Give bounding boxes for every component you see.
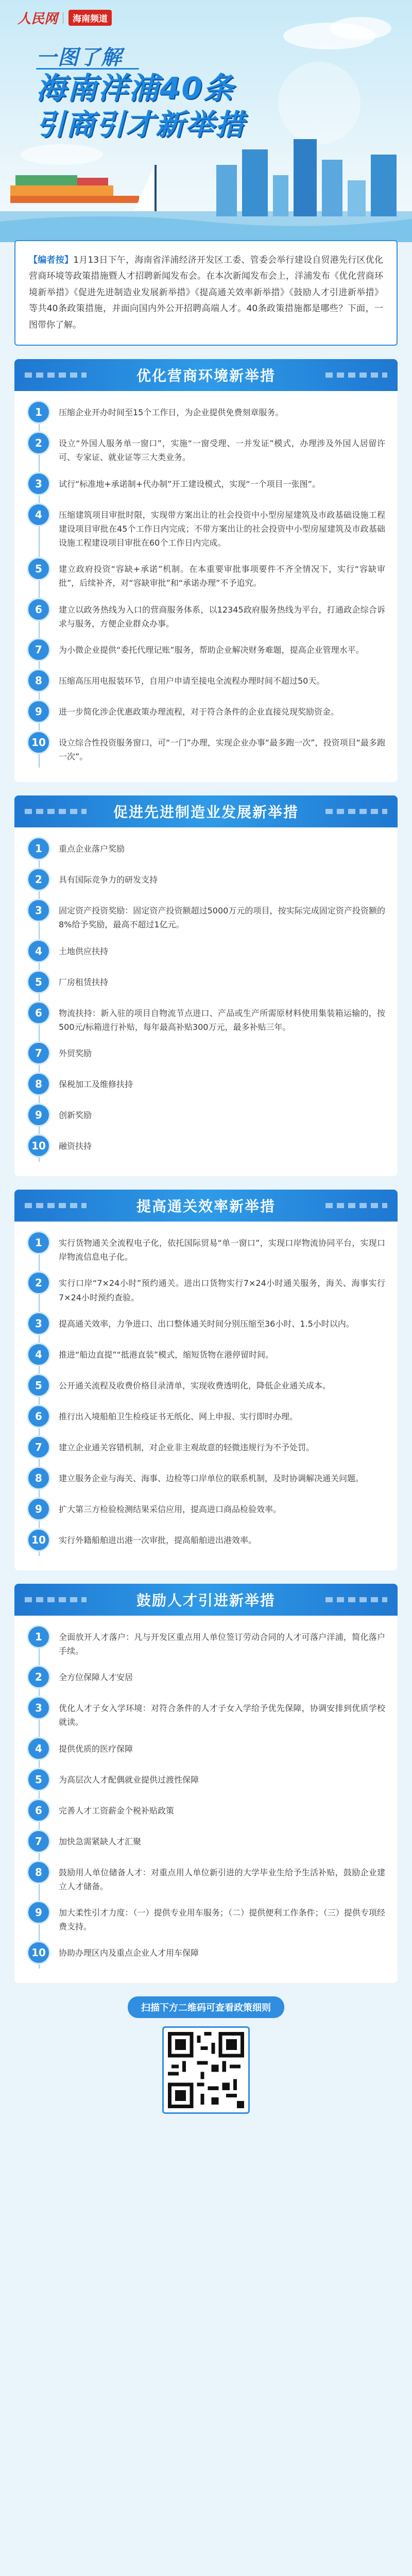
policy-item <box>27 1737 385 1760</box>
item-text: 创新奖励 <box>59 1110 92 1120</box>
qr-code-icon <box>168 2032 244 2108</box>
item-number-badge: 10 <box>27 1134 50 1158</box>
policy-item <box>27 970 385 994</box>
item-text: 加快急需紧缺人才汇聚 <box>59 1836 142 1846</box>
item-number-badge: 2 <box>27 868 50 891</box>
item-text: 压缩高压用电报装环节，自用户申请至接电全流程办理时间不超过50天。 <box>59 675 325 686</box>
item-number-badge: 4 <box>27 503 50 527</box>
item-text: 协助办理区内及重点企业人才用车保障 <box>59 1948 199 1958</box>
policy-section <box>14 359 398 782</box>
item-number-badge: 8 <box>27 1466 50 1490</box>
item-number-badge: 6 <box>27 598 50 621</box>
item-number-badge: 1 <box>27 1231 50 1255</box>
item-text: 实行货物通关全流程电子化，依托国际贸易“单一窗口”，实现口岸物流协同平台，实现口岸物流信息电子化。 <box>59 1238 385 1262</box>
item-text: 鼓励用人单位储备人才：对重点用人单位新引进的大学毕业生给予生活补贴，鼓励企业建立人才储备。 <box>59 1867 385 1891</box>
item-number-badge: 8 <box>27 669 50 692</box>
policy-item <box>27 1231 385 1264</box>
item-text: 土地供应扶持 <box>59 946 109 956</box>
item-text: 为高层次人才配偶就业提供过渡性保障 <box>59 1774 199 1785</box>
item-text: 扩大第三方检验检测结果采信应用，提高进口商品检验效率。 <box>59 1504 282 1514</box>
item-text: 固定资产投资奖励：固定资产投资额超过5000万元的项目，按实际完成固定资产投资额的8%给予奖励，最高不超过1亿元。 <box>59 906 385 930</box>
item-text: 全面放开人才落户：凡与开发区重点用人单位签订劳动合同的人才可落户洋浦，简化落户手续。 <box>59 1632 385 1656</box>
item-number-badge: 3 <box>27 899 50 922</box>
policy-item <box>27 1466 385 1490</box>
item-number-badge: 6 <box>27 1404 50 1428</box>
item-number-badge: 8 <box>27 1072 50 1096</box>
policy-item <box>27 1528 385 1552</box>
policy-item <box>27 1941 385 1964</box>
item-text: 加大柔性引才力度：（一）提供专业用车服务；（二）提供便利工作条件；（三）提供专项经费支持。 <box>59 1907 385 1932</box>
item-number-badge: 5 <box>27 1374 50 1397</box>
policy-section <box>14 1190 398 1570</box>
intro-body: 1月13日下午，海南省洋浦经济开发区工委、管委会举行建设自贸港先行区优化营商环境等政策措施暨人才招聘新闻发布会。在本次新闻发布会上，洋浦发布《优化营商环境新举措》《促进先进制造业发展新举措》《提高通关效率新举措》《鼓励人才引进新举措》等共40条政策措施，并面向国内外公开招聘高端人才。40条政策措施都是哪些？下面，一图带你了解。 <box>29 255 384 330</box>
item-text: 压缩企业开办时间至15个工作日，为企业提供免费刻章服务。 <box>59 408 284 418</box>
header-logo <box>18 8 112 27</box>
policy-item <box>27 700 385 723</box>
item-text: 推行出入境船舶卫生检疫证书无纸化、网上申报、实行即时办理。 <box>59 1411 298 1421</box>
item-text: 保税加工及维修扶持 <box>59 1079 133 1089</box>
item-number-badge: 9 <box>27 700 50 723</box>
intro-lead: 【编者按】 <box>29 255 74 265</box>
section-items <box>14 391 398 782</box>
item-number-badge: 6 <box>27 1001 50 1025</box>
policy-item <box>27 669 385 692</box>
policy-item <box>27 1768 385 1791</box>
policy-item <box>27 1799 385 1822</box>
item-number-badge: 5 <box>27 1768 50 1791</box>
policy-item <box>27 1829 385 1853</box>
section-items <box>14 1616 398 1984</box>
title-line-1: 一图了解 <box>36 46 123 70</box>
policy-item <box>27 431 385 464</box>
title-line-2: 海南洋浦40条 <box>36 71 234 106</box>
section-banner <box>14 795 398 827</box>
policy-item <box>27 1103 385 1127</box>
item-number-badge: 1 <box>27 837 50 860</box>
item-text: 建立服务企业与海关、海事、边检等口岸单位的联系机制，及时协调解决通关问题。 <box>59 1473 364 1483</box>
policy-item <box>27 503 385 550</box>
item-text: 优化人才子女入学环境：对符合条件的人才子女入学给予优先保障，协调安排到优质学校就读。 <box>59 1703 385 1727</box>
item-text: 建立政府投资“容缺+承诺”机制。在本重要审批事项要件不齐全情况下，实行“容缺审批”，后续补齐，对“容缺审批”和“承诺办理”不予追究。 <box>59 564 385 588</box>
policy-item <box>27 1696 385 1729</box>
policy-item <box>27 400 385 424</box>
policy-item <box>27 1497 385 1521</box>
item-text: 公开通关流程及收费价格目录清单，实现收费透明化，降低企业通关成本。 <box>59 1380 331 1391</box>
qr-code[interactable] <box>162 2026 250 2114</box>
item-text: 压缩建筑项目审批时限，实现带方案出让的社会投资中小型房屋建筑及市政基础设施工程建设项目审批在45个工作日内完成；不带方案出让的社会投资中小型房屋建筑及市政基础设施工程建设项目审批在60个工作日内完成。 <box>59 510 385 548</box>
section-items <box>14 827 398 1176</box>
item-number-badge: 7 <box>27 1829 50 1853</box>
policy-item <box>27 1435 385 1459</box>
item-number-badge: 8 <box>27 1860 50 1884</box>
item-text: 提高通关效率，力争进口、出口整体通关时间分别压缩至36小时、1.5小时以内。 <box>59 1318 354 1329</box>
section-banner <box>14 359 398 391</box>
item-number-badge: 2 <box>27 431 50 455</box>
policy-item <box>27 1665 385 1689</box>
policy-item <box>27 837 385 860</box>
item-number-badge: 5 <box>27 970 50 994</box>
item-text: 完善人才工资薪金个税补贴政策 <box>59 1805 175 1816</box>
item-number-badge: 4 <box>27 1343 50 1366</box>
item-number-badge: 9 <box>27 1497 50 1521</box>
policy-item <box>27 557 385 590</box>
item-number-badge: 3 <box>27 1312 50 1335</box>
item-text: 重点企业落户奖励 <box>59 844 125 854</box>
policy-section <box>14 1584 398 1984</box>
policy-item <box>27 899 385 931</box>
policy-item <box>27 1343 385 1366</box>
item-number-badge: 1 <box>27 400 50 424</box>
item-number-badge: 10 <box>27 731 50 754</box>
section-title: 鼓励人才引进新举措 <box>136 1591 276 1609</box>
item-number-badge: 2 <box>27 1665 50 1689</box>
policy-item <box>27 1271 385 1304</box>
item-number-badge: 4 <box>27 939 50 963</box>
item-text: 融资扶持 <box>59 1141 92 1151</box>
item-number-badge: 7 <box>27 1041 50 1065</box>
policy-item <box>27 868 385 891</box>
qr-caption: 扫描下方二维码可查看政策细则 <box>128 1996 284 2018</box>
item-text: 厂房租赁扶持 <box>59 977 109 987</box>
header <box>0 0 412 242</box>
policy-item <box>27 1860 385 1893</box>
section-title: 提高通关效率新举措 <box>136 1198 276 1215</box>
item-text: 推进“船边直提”“抵港直装”模式，缩短货物在港停留时间。 <box>59 1349 274 1360</box>
item-text: 进一步简化涉企优惠政策办理流程，对于符合条件的企业直接兑现奖励资金。 <box>59 706 339 717</box>
item-number-badge: 4 <box>27 1737 50 1760</box>
policy-item <box>27 472 385 496</box>
policy-item <box>27 1374 385 1397</box>
item-number-badge: 10 <box>27 1528 50 1552</box>
item-text: 外贸奖励 <box>59 1048 92 1058</box>
policy-sections <box>0 359 412 1983</box>
policy-section <box>14 795 398 1176</box>
policy-item <box>27 1041 385 1065</box>
policy-item <box>27 939 385 963</box>
section-title: 促进先进制造业发展新举措 <box>113 804 299 821</box>
item-number-badge: 9 <box>27 1901 50 1924</box>
item-text: 设立“外国人服务单一窗口”，实施“一窗受理、一并发证”模式，办理涉及外国人居留许可、专家证、就业证等三大类业务。 <box>59 438 385 463</box>
item-text: 建立以政务热线为入口的营商服务体系，以12345政府服务热线为平台，打通政企综合诉求与服务，方便企业群众办事。 <box>59 604 385 629</box>
policy-item <box>27 1404 385 1428</box>
section-title: 优化营商环境新举措 <box>136 367 276 385</box>
city-skyline-illustration <box>0 134 412 242</box>
item-text: 建立企业通关容错机制，对企业非主观故意的轻微违规行为不予处罚。 <box>59 1442 315 1452</box>
item-text: 提供优质的医疗保障 <box>59 1743 133 1754</box>
channel-badge: 海南频道 <box>68 10 112 26</box>
policy-item <box>27 638 385 662</box>
item-number-badge: 10 <box>27 1941 50 1964</box>
item-number-badge: 5 <box>27 557 50 581</box>
item-number-badge: 6 <box>27 1799 50 1822</box>
qr-block <box>14 1996 398 2114</box>
section-items <box>14 1222 398 1570</box>
section-banner <box>14 1584 398 1616</box>
item-number-badge: 3 <box>27 472 50 496</box>
policy-item <box>27 1072 385 1096</box>
item-number-badge: 7 <box>27 1435 50 1459</box>
item-number-badge: 1 <box>27 1625 50 1649</box>
item-number-badge: 7 <box>27 638 50 662</box>
policy-item <box>27 1901 385 1934</box>
policy-item <box>27 731 385 764</box>
item-text: 设立综合性投资服务窗口，可“一门”办理，实现企业办事“最多跑一次”，投资项目“最多跑一次”。 <box>59 737 385 762</box>
item-text: 全方位保障人才安居 <box>59 1672 133 1683</box>
item-number-badge: 2 <box>27 1271 50 1295</box>
item-number-badge: 3 <box>27 1696 50 1720</box>
item-text: 物流扶持：新入驻的项目自物流节点进口、产品或生产所需原材料使用集装箱运输的，按500元/标箱进行补贴，每年最高补贴300万元，最多补贴三年。 <box>59 1008 385 1032</box>
policy-item <box>27 1001 385 1034</box>
item-text: 实行口岸“7×24小时”预约通关。进出口货物实行7×24小时通关服务，海关、海事实行7×24小时预约查验。 <box>59 1278 385 1302</box>
item-text: 实行外籍船舶进出港一次审批，提高船舶进出港效率。 <box>59 1535 257 1545</box>
policy-item <box>27 1312 385 1335</box>
intro-card <box>14 240 398 346</box>
item-text: 为小微企业提供“委托代理记账”服务，帮助企业解决财务难题，提高企业管理水平。 <box>59 645 364 655</box>
section-banner <box>14 1190 398 1222</box>
item-text: 具有国际竞争力的研发支持 <box>59 875 158 885</box>
brand-logo: 人民网 <box>18 11 58 27</box>
title-line-3: 引商引才新举措 <box>36 108 245 142</box>
policy-item <box>27 598 385 631</box>
policy-item <box>27 1625 385 1658</box>
item-number-badge: 9 <box>27 1103 50 1127</box>
policy-item <box>27 1134 385 1158</box>
item-text: 试行“标准地+承诺制+代办制”开工建设模式，实现“一个项目一张图”。 <box>59 479 320 489</box>
